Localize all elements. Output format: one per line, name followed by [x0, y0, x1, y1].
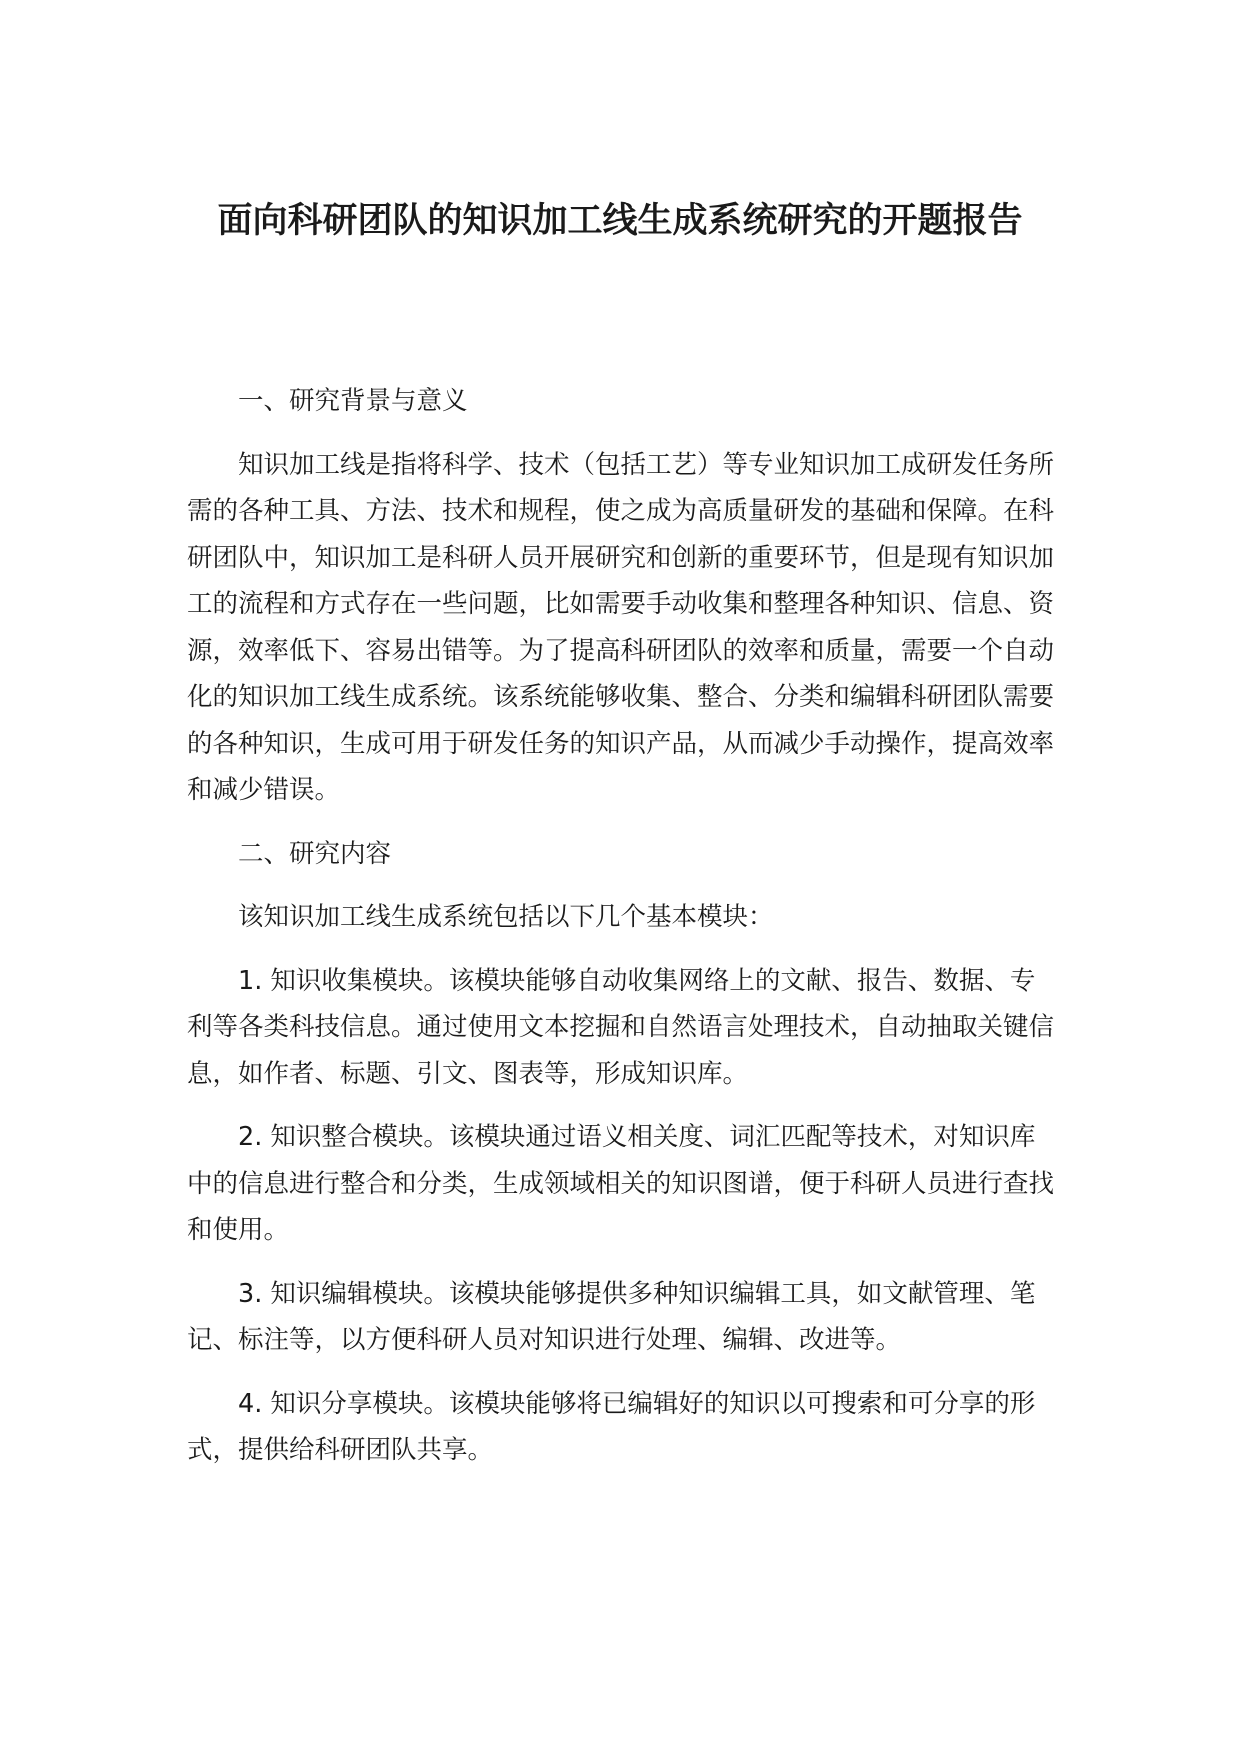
- paragraph-background: 知识加工线是指将科学、技术（包括工艺）等专业知识加工成研发任务所需的各种工具、方法、技术和规程，使之成为高质量研发的基础和保障。在科研团队中，知识加工是科研人员开展研究和创新的重要环节，但是现有知识加工的流程和方式存在一些问题，比如需要手动收集和整理各种知识、信息、资源，效率低下、容易出错等。为了提高科研团队的效率和质量，需要一个自动化的知识加工线生成系统。该系统能够收集、整合、分类和编辑科研团队需要的各种知识，生成可用于研发任务的知识产品，从而减少手动操作，提高效率和减少错误。: [187, 449, 1055, 805]
- list-item-collection-module: 1. 知识收集模块。该模块能够自动收集网络上的文献、报告、数据、专利等各类科技信息。通过使用文本挖掘和自然语言处理技术，自动抽取关键信息，如作者、标题、引文、图表等，形成知识库。: [187, 965, 1055, 1089]
- document-title: 面向科研团队的知识加工线生成系统研究的开题报告: [217, 201, 1023, 241]
- document-body: [187, 378, 1057, 1491]
- list-item-editing-module: 3. 知识编辑模块。该模块能够提供多种知识编辑工具，如文献管理、笔记、标注等，以方便科研人员对知识进行处理、编辑、改进等。: [187, 1278, 1036, 1355]
- paragraph-modules-intro: 该知识加工线生成系统包括以下几个基本模块：: [238, 902, 774, 932]
- list-item-integration-module: 2. 知识整合模块。该模块通过语义相关度、词汇匹配等技术，对知识库中的信息进行整合和分类，生成领域相关的知识图谱，便于科研人员进行查找和使用。: [187, 1122, 1055, 1245]
- list-item-sharing-module: 4. 知识分享模块。该模块能够将已编辑好的知识以可搜索和可分享的形式，提供给科研团队共享。: [187, 1388, 1036, 1465]
- section-heading-content: 二、研究内容: [238, 838, 392, 869]
- section-heading-background: 一、研究背景与意义: [238, 386, 468, 416]
